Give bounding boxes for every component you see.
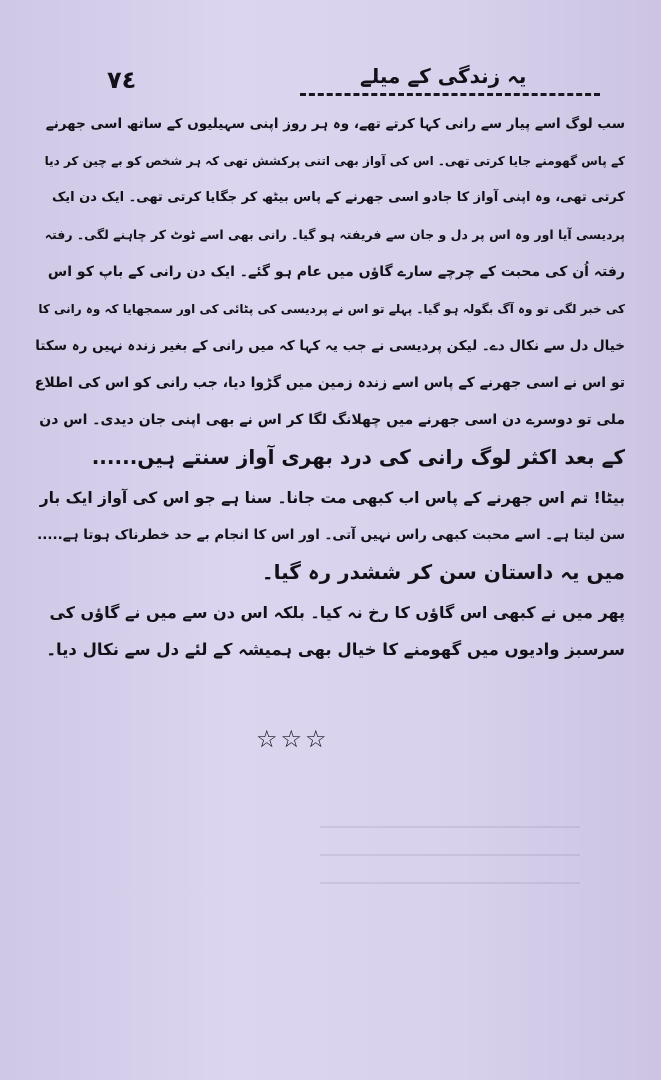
header-rule (300, 93, 600, 96)
text-line: بیٹا! تم اس جھرنے کے پاس اب کبھی مت جانا۔ سنا ہے جو اس کی آواز ایک بار (39, 489, 625, 507)
text-line: میں یہ داستان سن کر ششدر رہ گیا۔ (261, 560, 625, 584)
text-line: پھر میں نے کبھی اس گاؤں کا رخ نہ کیا۔ بلکہ اس دن سے میں نے گاؤں کی (49, 603, 625, 622)
text-line: کی خبر لگی تو وہ آگ بگولہ ہو گیا۔ پہلے تو اس نے پردیسی کی پٹائی کی اور سمجھایا کہ وہ رانی کا (38, 302, 625, 316)
text-line: پردیسی آیا اور وہ اس پر دل و جان سے فریفتہ ہو گیا۔ رانی بھی اسے ٹوٹ کر چاہنے لگی۔ رفتہ (44, 227, 625, 242)
section-end-stars: ☆☆☆ (256, 725, 330, 753)
text-line: رفتہ اُن کی محبت کے چرچے سارے گاؤں میں عام ہو گئے۔ ایک دن رانی کے باپ کو اس (47, 264, 625, 280)
text-line: کے پاس گھومنے جایا کرتی تھی۔ اس کی آواز بھی اتنی پرکشش تھی کہ ہر شخص کو بے چین کر دیا (44, 154, 625, 168)
show-through-text (320, 800, 580, 920)
text-line: تو اس نے اسی جھرنے کے پاس اسے زندہ زمین میں گڑوا دیا، جب رانی کو اس کی اطلاع (34, 375, 625, 391)
text-line: سرسبز وادیوں میں گھومنے کا خیال بھی ہمیشہ کے لئے دل سے نکال دیا۔ (46, 640, 625, 659)
page-header (0, 60, 661, 100)
text-line: سب لوگ اسے پیار سے رانی کہا کرتے تھے، وہ ہر روز اپنی سہیلیوں کے ساتھ اسی جھرنے (45, 116, 625, 132)
text-line: کرتی تھی، وہ اپنی آواز کا جادو اسی جھرنے کے پاس بیٹھ کر جگایا کرتی تھی۔ ایک دن ایک (51, 190, 625, 205)
page-number: ٧٤ (107, 66, 137, 94)
text-line: خیال دل سے نکال دے۔ لیکن پردیسی نے جب یہ کہا کہ میں رانی کے بغیر زندہ نہیں رہ سکتا (35, 338, 625, 354)
text-line: کے بعد اکثر لوگ رانی کی درد بھری آواز سنتے ہیں...... (91, 445, 625, 469)
text-line: ملی تو دوسرے دن اسی جھرنے میں چھلانگ لگا کر اس نے بھی اپنی جان دیدی۔ اس دن (39, 412, 625, 428)
text-line: سن لیتا ہے۔ اسے محبت کبھی راس نہیں آتی۔ اور اس کا انجام بے حد خطرناک ہوتا ہے..... (37, 527, 625, 543)
running-title: یہ زندگی کے میلے (360, 64, 527, 88)
